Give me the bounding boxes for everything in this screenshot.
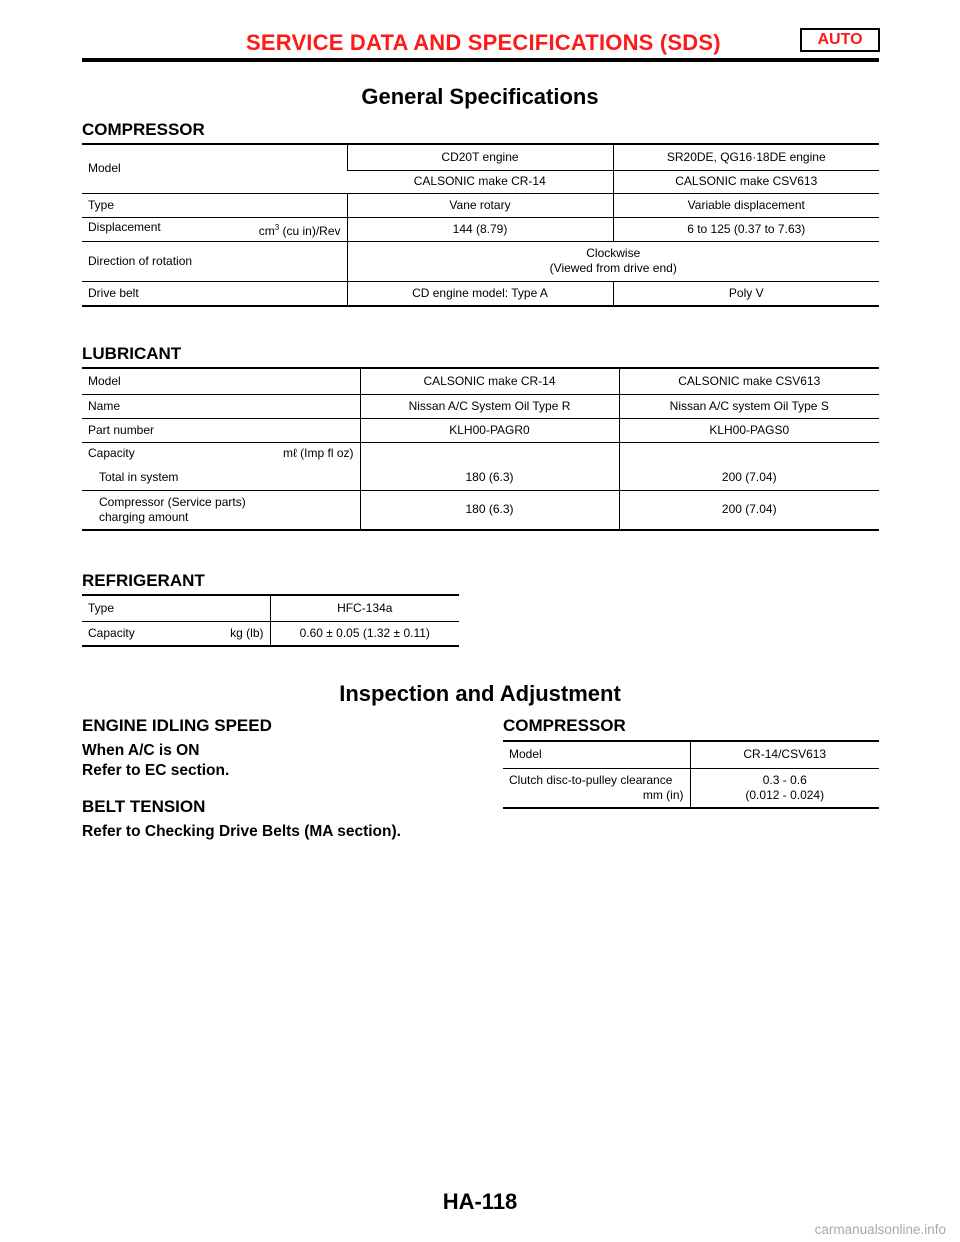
lubricant-capacity-unit: mℓ (Imp fl oz) bbox=[282, 446, 354, 461]
lubricant-compressor-label: Compressor (Service parts) charging amount bbox=[82, 490, 360, 530]
compressor-spec-table bbox=[82, 143, 879, 307]
inspection-compressor-title: COMPRESSOR bbox=[503, 716, 626, 735]
belt-tension-note: Refer to Checking Drive Belts (MA section). bbox=[82, 823, 401, 840]
lubricant-total-col2: 200 (7.04) bbox=[619, 442, 879, 490]
refrigerant-spec-table bbox=[82, 594, 459, 647]
lubricant-spec-table bbox=[82, 367, 879, 531]
belt-tension-title: BELT TENSION bbox=[82, 797, 206, 816]
lubricant-part-col2: KLH00-PAGS0 bbox=[619, 418, 879, 442]
refrigerant-capacity-value: 0.60 ± 0.05 (1.32 ± 0.11) bbox=[270, 621, 459, 646]
inspection-compressor-table bbox=[503, 740, 879, 809]
refrigerant-type-value: HFC-134a bbox=[270, 595, 459, 621]
general-specifications-title: General Specifications bbox=[361, 84, 599, 109]
refrigerant-capacity-label: Capacity bbox=[88, 625, 135, 640]
drive-belt-col2: Poly V bbox=[613, 281, 879, 306]
lubricant-part-label: Part number bbox=[82, 418, 360, 442]
compressor-col2-make: CALSONIC make CSV613 bbox=[613, 170, 879, 193]
compressor-model-label: Model bbox=[88, 161, 121, 176]
displacement-col2: 6 to 125 (0.37 to 7.63) bbox=[613, 217, 879, 241]
inspection-model-value: CR-14/CSV613 bbox=[690, 741, 879, 768]
displacement-label: Displacement bbox=[88, 219, 161, 234]
displacement-col1: 144 (8.79) bbox=[347, 217, 613, 241]
compressor-section-title: COMPRESSOR bbox=[82, 120, 205, 139]
compressor-type-col2: Variable displacement bbox=[613, 193, 879, 217]
lubricant-name-col1: Nissan A/C System Oil Type R bbox=[360, 394, 619, 418]
idling-note-line1: When A/C is ON bbox=[82, 742, 200, 759]
lubricant-compressor-col2: 200 (7.04) bbox=[619, 490, 879, 530]
clutch-clearance-value: 0.3 - 0.6 (0.012 - 0.024) bbox=[690, 768, 879, 808]
auto-badge: AUTO bbox=[800, 28, 880, 52]
engine-idling-speed-title: ENGINE IDLING SPEED bbox=[82, 716, 272, 735]
idling-note-line2: Refer to EC section. bbox=[82, 762, 230, 779]
drive-belt-col1: CD engine model: Type A bbox=[347, 281, 613, 306]
lubricant-name-col2: Nissan A/C system Oil Type S bbox=[619, 394, 879, 418]
refrigerant-section-title: REFRIGERANT bbox=[82, 571, 205, 590]
compressor-col1-engine: CD20T engine bbox=[347, 144, 613, 170]
compressor-col2-engine: SR20DE, QG16·18DE engine bbox=[613, 144, 879, 170]
lubricant-capacity-label: Capacity bbox=[88, 446, 135, 461]
refrigerant-type-label: Type bbox=[88, 600, 115, 615]
lubricant-part-col1: KLH00-PAGR0 bbox=[360, 418, 619, 442]
lubricant-model-label: Model bbox=[88, 373, 121, 388]
compressor-type-label: Type bbox=[82, 193, 347, 217]
displacement-unit: $cm^3$ (cu in)/Rev bbox=[258, 222, 341, 238]
page-number: HA-118 bbox=[442, 1189, 518, 1214]
lubricant-compressor-col1: 180 (6.3) bbox=[360, 490, 619, 530]
header-rule bbox=[82, 58, 879, 62]
inspection-adjustment-title: Inspection and Adjustment bbox=[339, 681, 621, 706]
lubricant-total-label: Total in system bbox=[99, 469, 179, 484]
drive-belt-label: Drive belt bbox=[82, 281, 347, 306]
rotation-label: Direction of rotation bbox=[82, 241, 347, 281]
refrigerant-capacity-unit: kg (lb) bbox=[230, 625, 264, 640]
compressor-col1-make: CALSONIC make CR-14 bbox=[347, 170, 613, 193]
lubricant-name-label: Name bbox=[82, 394, 360, 418]
page-header bbox=[82, 26, 879, 62]
lubricant-model-col1: CALSONIC make CR-14 bbox=[360, 368, 619, 394]
inspection-model-label: Model bbox=[509, 747, 542, 762]
clutch-clearance-label: Clutch disc-to-pulley clearance mm (in) bbox=[503, 768, 690, 808]
rotation-value: Clockwise (Viewed from drive end) bbox=[347, 241, 879, 281]
lubricant-section-title: LUBRICANT bbox=[82, 344, 182, 363]
lubricant-model-col2: CALSONIC make CSV613 bbox=[619, 368, 879, 394]
lubricant-total-col1: 180 (6.3) bbox=[360, 442, 619, 490]
header-title: SERVICE DATA AND SPECIFICATIONS (SDS) bbox=[246, 30, 721, 55]
compressor-type-col1: Vane rotary bbox=[347, 193, 613, 217]
watermark-text: carmanualsonline.info bbox=[814, 1222, 946, 1237]
